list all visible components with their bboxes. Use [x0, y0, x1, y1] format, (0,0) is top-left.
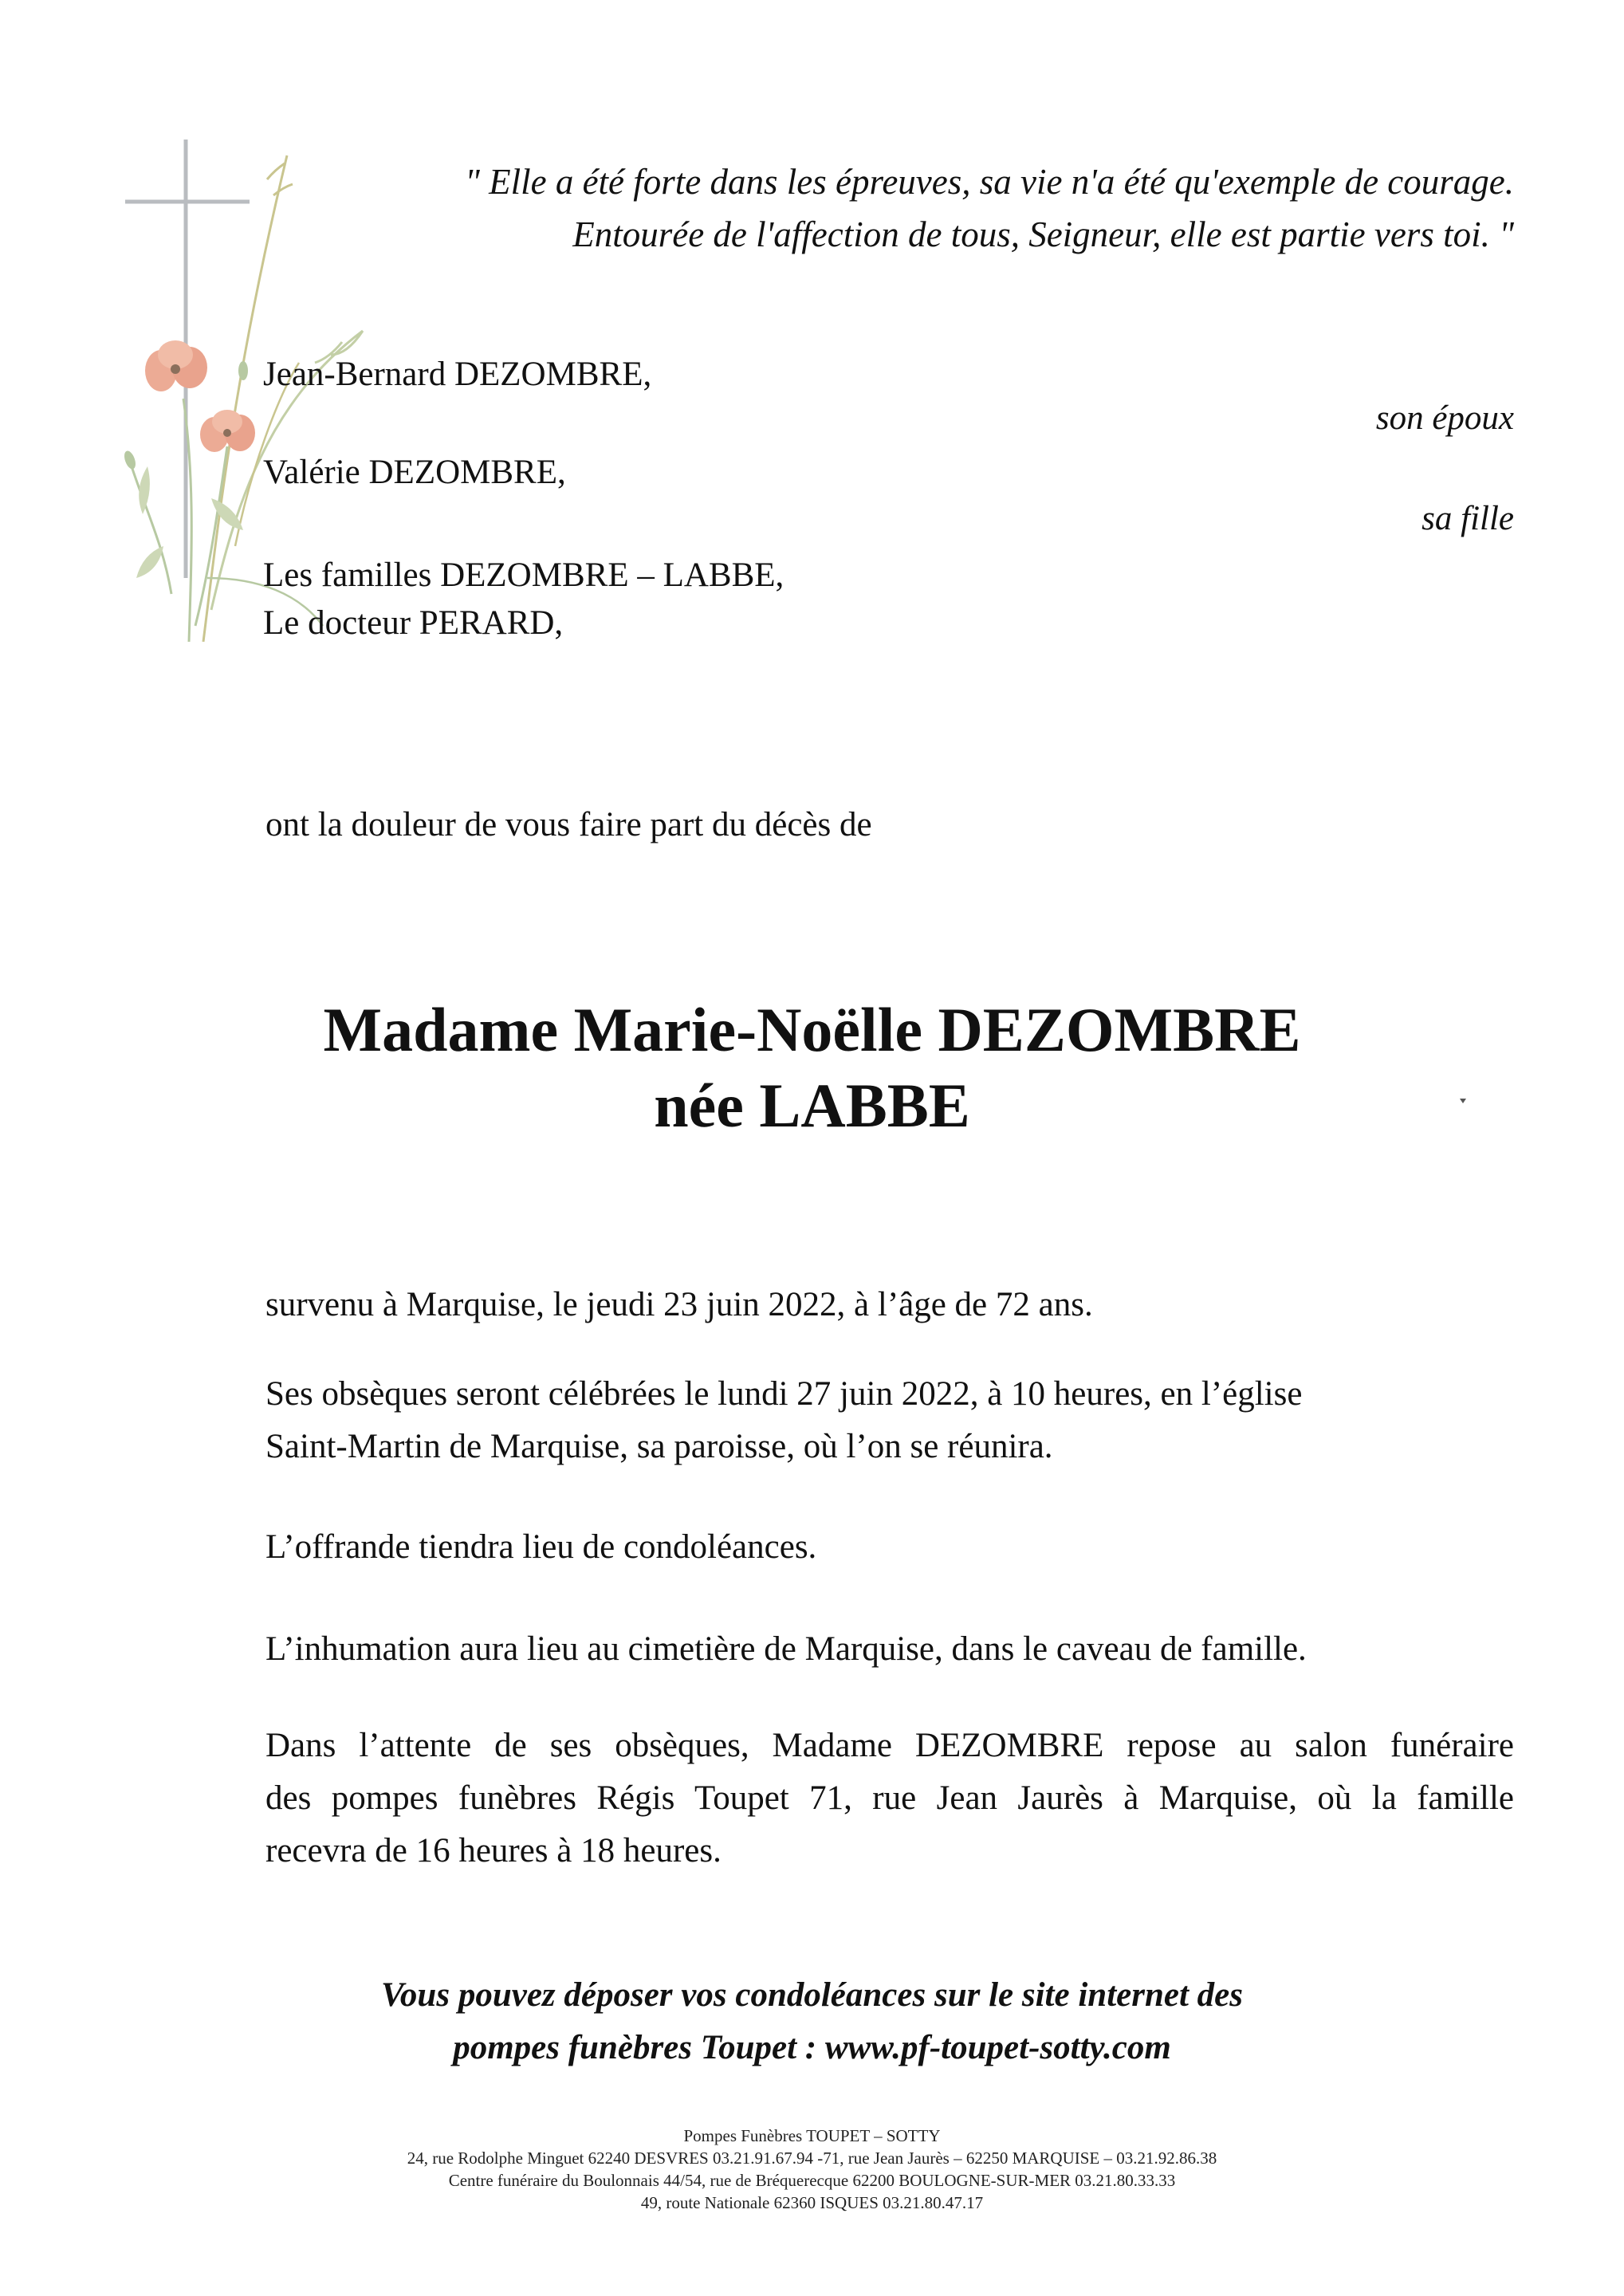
announcement: ont la douleur de vous faire part du décès de	[265, 806, 872, 843]
mourner-husband: Jean-Bernard DEZOMBRE,	[263, 356, 652, 393]
condolences-line-2: pompes funèbres Toupet : www.pf-toupet-sotty.com	[453, 2029, 1171, 2066]
epigraph-line-1: " Elle a été forte dans les épreuves, sa vie n'a été qu'exemple de courage.	[464, 162, 1514, 202]
condolences-notice	[0, 1969, 1624, 2074]
viewing-line-3: recevra de 16 heures à 18 heures.	[265, 1832, 722, 1869]
mourner-doctor: Le docteur PERARD,	[263, 604, 564, 642]
offering-paragraph	[265, 1521, 1514, 1574]
funeral-line-1: Ses obsèques seront célébrées le lundi 27 juin 2022, à 10 heures, en l’église	[265, 1375, 1303, 1413]
footer-address-2: Centre funéraire du Boulonnais 44/54, rue de Bréquerecque 62200 BOULOGNE-SUR-MER 03.21.80.33.33	[448, 2171, 1176, 2190]
footer-company: Pompes Funèbres TOUPET – SOTTY	[683, 2126, 941, 2145]
death-notice	[265, 1279, 1514, 1331]
relation-husband: son époux	[1375, 399, 1514, 437]
funeral-line-2: Saint-Martin de Marquise, sa paroisse, où l’on se réunira.	[265, 1428, 1053, 1465]
funeral-home-footer	[0, 2125, 1624, 2214]
deceased-name: Madame Marie-Noëlle DEZOMBRE	[323, 995, 1301, 1064]
deceased-maiden-name: née LABBE	[654, 1071, 970, 1140]
offering-text: L’offrande tiendra lieu de condoléances.	[265, 1528, 817, 1566]
burial-paragraph	[265, 1623, 1514, 1676]
footer-address-3: 49, route Nationale 62360 ISQUES 03.21.80.47.17	[640, 2193, 984, 2212]
stray-mark-icon	[1459, 1098, 1467, 1104]
epigraph-line-2: Entourée de l'affection de tous, Seigneur, elle est partie vers toi. "	[572, 214, 1514, 254]
footer-address-1: 24, rue Rodolphe Minguet 62240 DESVRES 03.21.91.67.94 -71, rue Jean Jaurès – 62250 MARQUISE – 03.21.92.86.38	[407, 2149, 1217, 2168]
burial-text: L’inhumation aura lieu au cimetière de Marquise, dans le caveau de famille.	[265, 1630, 1307, 1668]
relation-daughter: sa fille	[1421, 500, 1514, 537]
funeral-paragraph	[265, 1368, 1514, 1473]
mourner-families: Les familles DEZOMBRE – LABBE,	[263, 556, 784, 594]
viewing-line-2: des pompes funèbres Régis Toupet 71, rue Jean Jaurès à Marquise, où la famille	[265, 1779, 1514, 1817]
viewing-line-1: Dans l’attente de ses obsèques, Madame DEZOMBRE repose au salon funéraire	[265, 1727, 1514, 1764]
mourner-daughter: Valérie DEZOMBRE,	[263, 454, 566, 491]
viewing-paragraph	[265, 1720, 1514, 1877]
epigraph	[238, 155, 1514, 261]
condolences-line-1: Vous pouvez déposer vos condoléances sur le site internet des	[381, 1976, 1243, 2014]
death-notice-text: survenu à Marquise, le jeudi 23 juin 2022, à l’âge de 72 ans.	[265, 1286, 1093, 1323]
